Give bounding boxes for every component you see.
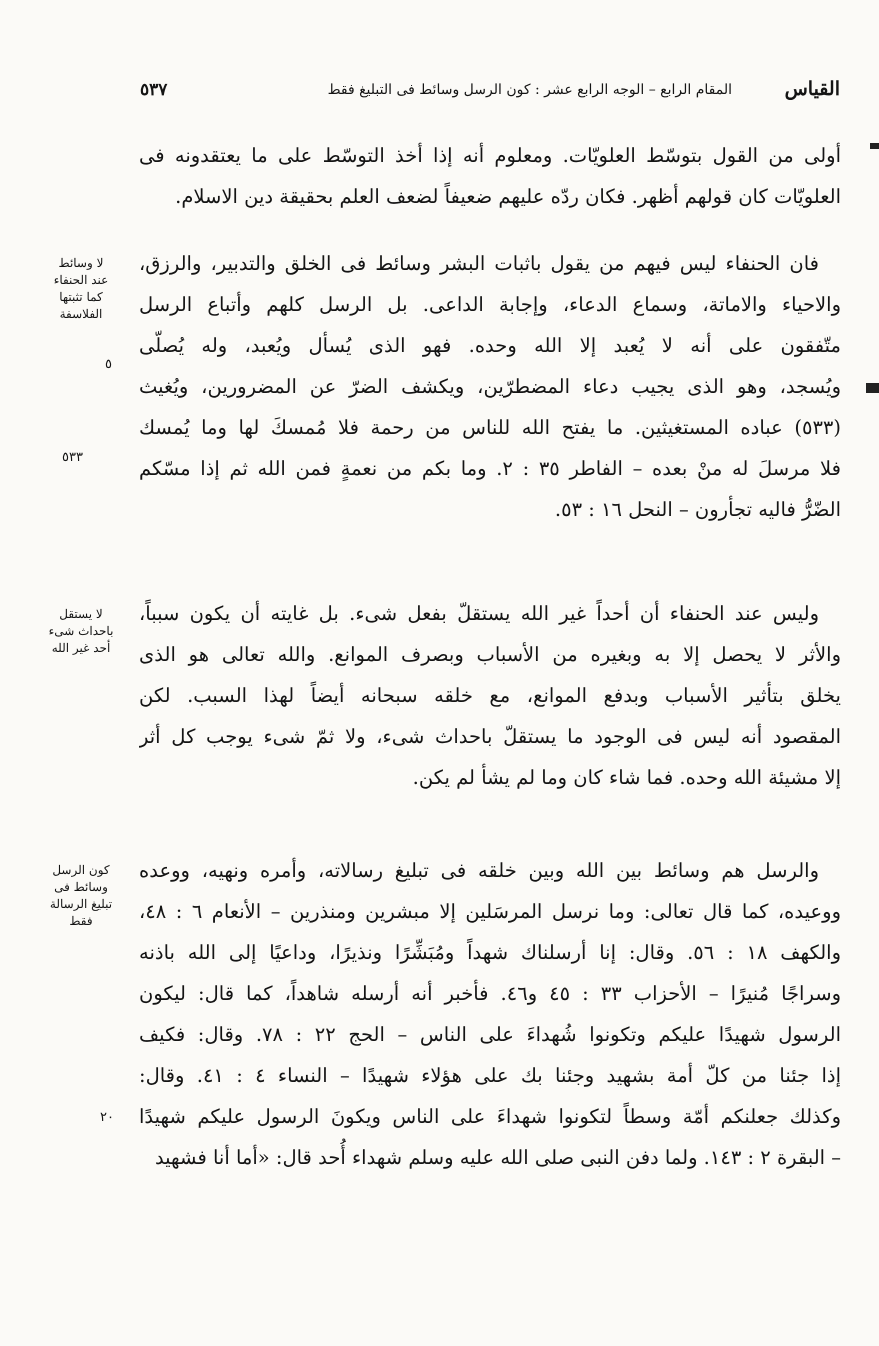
margin-note-messengers: كون الرسل وسائط فى تبليغ الرسالة فقط [49, 863, 113, 928]
text-line: وكذلك جعلنكم أمّة وسطاً لتكونوا شهداءَ على الناس ويكونَ الرسول عليكم شهيدًا [139, 1105, 841, 1128]
margin-note-intermediaries: لا وسائط عند الحنفاء كما تثبتها الفلاسفة [53, 256, 109, 321]
text-line: وليس عند الحنفاء أن أحداً غير الله يستقلّ بفعل شىء. بل غايته أن يكون سبباً، [139, 602, 819, 625]
text-line: يخلق بتأثير الأسباب وبدفع الموانع، مع خلقه سبحانه أيضاً لهذا السبب. لكن [139, 684, 841, 707]
page-number: ٥٣٧ [140, 80, 168, 100]
text-line: والاحياء والاماتة، وسماع الدعاء، وإجابة الداعى. بل الرسل كلهم وأتباع الرسل [139, 293, 841, 316]
text-line: فان الحنفاء ليس فيهم من يقول باثبات البشر وسائط فى الخلق والتدبير، والرزق، [139, 252, 819, 275]
text-line: ويُسجد، وهو الذى يجيب دعاء المضطرّين، ويكشف الضرّ عن المضرورين، ويُغيث [139, 375, 841, 398]
text-line: إلا مشيئة الله وحده. فما شاء كان وما لم يشأ لم يكن. [412, 766, 841, 789]
paragraph-4 [139, 850, 841, 1178]
text-line: الرسول شهيدًا عليكم وتكونوا شُهداءَ على الناس – الحج ٢٢ : ٧٨. وقال: فكيف [139, 1023, 841, 1046]
text-line: متّفقون على أنه لا يُعبد إلا الله وحده. فهو الذى يُسأل ويُعبد، وله يُصلّى [139, 334, 841, 357]
edge-mark [866, 383, 879, 393]
paragraph-3 [139, 593, 841, 798]
text-line: (٥٣٣) عباده المستغيثين. ما يفتح الله للناس من رحمة فلا مُمسكَ لها وما يُمسك [139, 416, 841, 439]
paragraph-2 [139, 243, 841, 530]
text-line: أولى من القول بتوسّط العلويّات. ومعلوم أنه إذا أخذ التوسّط على ما يعتقدونه فى [139, 144, 841, 167]
margin-line-number: ٢٠ [100, 1110, 114, 1125]
text-line: والرسل هم وسائط بين الله وبين خلقه فى تبليغ رسالاته، وأمره ونهيه، ووعده [139, 859, 819, 882]
page-header [140, 74, 840, 110]
text-line: والكهف ١٨ : ٥٦. وقال: إنا أرسلناك شهداً ومُبَشِّرًا ونذيرًا، وداعيًا إلى الله باذنه [139, 941, 841, 964]
edge-mark [870, 143, 879, 149]
margin-note-independent-cause: لا يستقل باحداث شىء أحد غير الله [48, 607, 114, 655]
book-title: القياس [784, 78, 840, 100]
margin-reference-number: ٥٣٣ [62, 450, 83, 465]
text-line: الضّرُّ فاليه تجأرون – النحل ١٦ : ٥٣. [554, 498, 841, 521]
text-line: إذا جئنا من كلّ أمة بشهيد وجئنا بك على هؤلاء شهيدًا – النساء ٤ : ٤١. وقال: [139, 1064, 841, 1087]
paragraph-1 [139, 135, 841, 217]
text-line: فلا مرسلَ له منْ بعده – الفاطر ٣٥ : ٢. وما بكم من نعمةٍ فمن الله ثم إذا مسّكم [139, 457, 841, 480]
margin-line-number: ٥ [105, 357, 112, 372]
text-line: ووعيده، كما قال تعالى: وما نرسل المرسَلين إلا مبشرين ومنذرين – الأنعام ٦ : ٤٨، [139, 900, 841, 923]
text-line: – البقرة ٢ : ١٤٣. ولما دفن النبى صلى الله عليه وسلم شهداء أُحد قال: «أما أنا فشهيد [154, 1146, 841, 1169]
text-line: والأثر لا يحصل إلا به وبغيره من الأسباب وبصرف الموانع. والله تعالى هو الذى [139, 643, 841, 666]
text-line: وسراجًا مُنيرًا – الأحزاب ٣٣ : ٤٥ و٤٦. فأخبر أنه أرسله شاهداً، كما قال: ليكون [139, 982, 841, 1005]
section-title: المقام الرابع – الوجه الرابع عشر : كون الرسل وسائط فى التبليغ فقط [327, 82, 732, 98]
text-line: العلويّات كان قولهم أظهر. فكان ردّه عليهم ضعيفاً لضعف العلم بحقيقة دين الاسلام. [175, 185, 841, 208]
text-line: المقصود أنه ليس فى الوجود ما يستقلّ باحداث شىء، ولا ثمّ شىء يوجب كل أثر [139, 725, 841, 748]
